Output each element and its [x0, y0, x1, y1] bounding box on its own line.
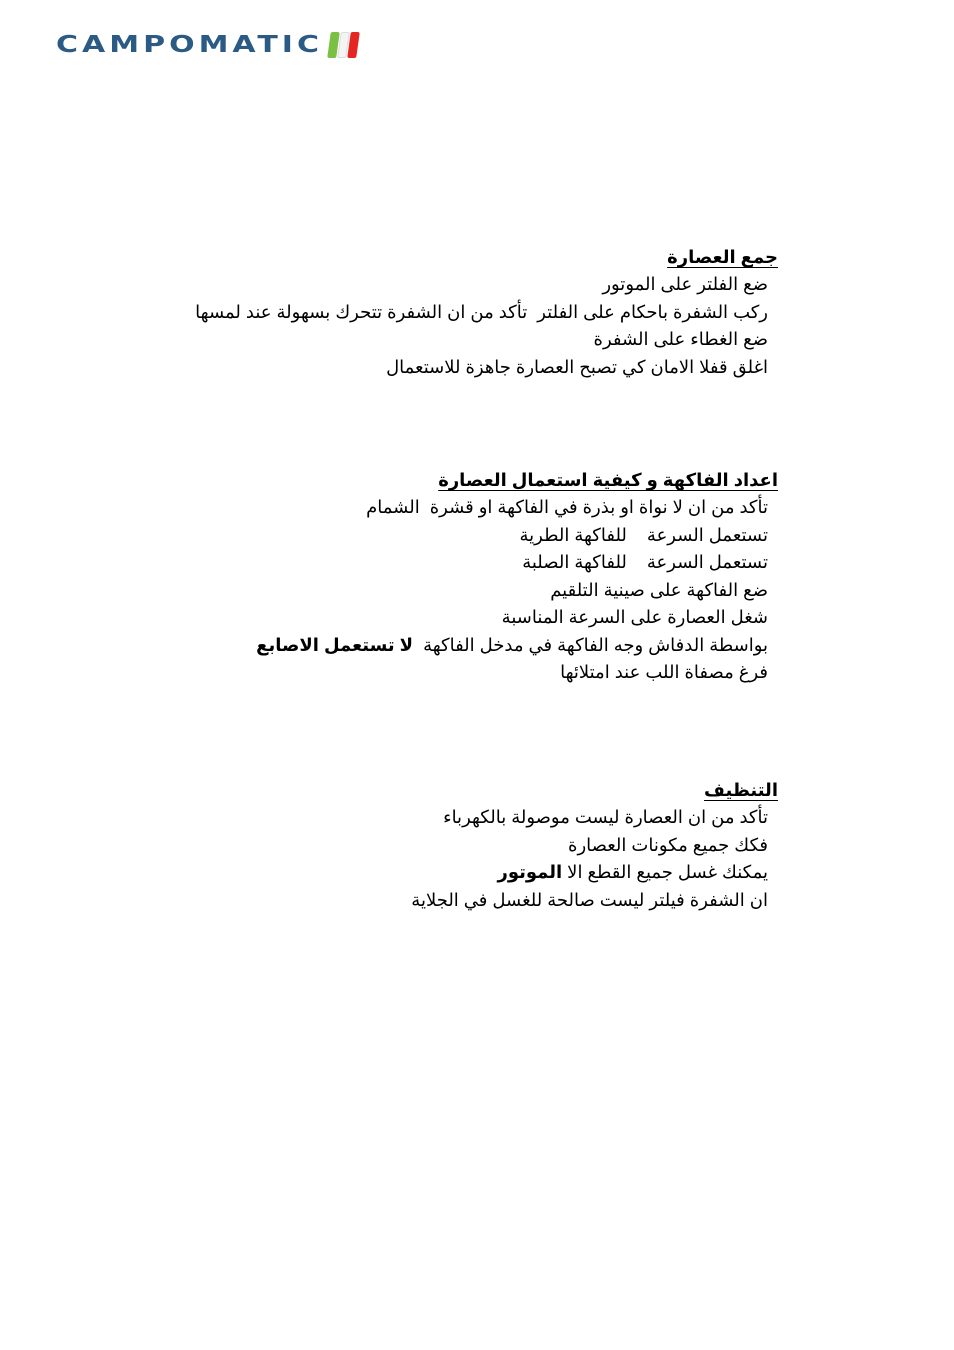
warning-text: لا تستعمل الاصابع: [256, 634, 414, 655]
brand-name: CAMPOMATIC: [56, 30, 323, 59]
instruction-line: تأكد من ان لا نواة او بذرة في الفاكهة او قشرة الشمام: [366, 497, 768, 517]
section-preparation-usage: [256, 468, 778, 687]
section-heading: اعداد الفاكهة و كيفية استعمال العصارة: [438, 470, 778, 490]
instruction-text: يمكنك غسل جميع القطع الا: [562, 862, 768, 882]
emphasis-text: الموتور: [497, 862, 563, 882]
instruction-line: شغل العصارة على السرعة المناسبة: [501, 607, 768, 627]
italian-flag-icon: [327, 32, 361, 58]
instruction-line: [411, 859, 778, 887]
instruction-line: ضع الفاكهة على صينية التلقيم: [550, 579, 768, 600]
instruction-line: تستعمل السرعة للفاكهة الطرية: [519, 524, 768, 545]
instruction-line: اغلق قفلا الامان كي تصبح العصارة جاهزة للاستعمال: [386, 356, 768, 377]
instruction-line: تستعمل السرعة للفاكهة الصلبة: [522, 552, 768, 572]
instruction-text: بواسطة الدفاش وجه الفاكهة في مدخل الفاكهة: [413, 634, 768, 655]
instruction-line: فكك جميع مكونات العصارة: [568, 834, 768, 855]
section-assembly: [195, 245, 778, 381]
instruction-line: ضع الفلتر على الموتور: [602, 274, 768, 294]
section-cleaning: [411, 778, 778, 914]
instruction-line: [256, 632, 778, 660]
instruction-line: تأكد من ان العصارة ليست موصولة بالكهرباء: [443, 807, 768, 827]
instruction-line: ان الشفرة فيلتر ليست صالحة للغسل في الجلاية: [411, 889, 768, 910]
instruction-line: ركب الشفرة باحكام على الفلتر تأكد من ان الشفرة تتحرك بسهولة عند لمسها: [195, 301, 768, 322]
instruction-line: ضع الغطاء على الشفرة: [593, 329, 768, 349]
campomatic-logo: [56, 30, 359, 60]
section-heading: جمع العصارة: [667, 247, 778, 267]
section-heading: التنظيف: [704, 780, 778, 800]
instruction-line: فرغ مصفاة اللب عند امتلائها: [560, 662, 768, 682]
